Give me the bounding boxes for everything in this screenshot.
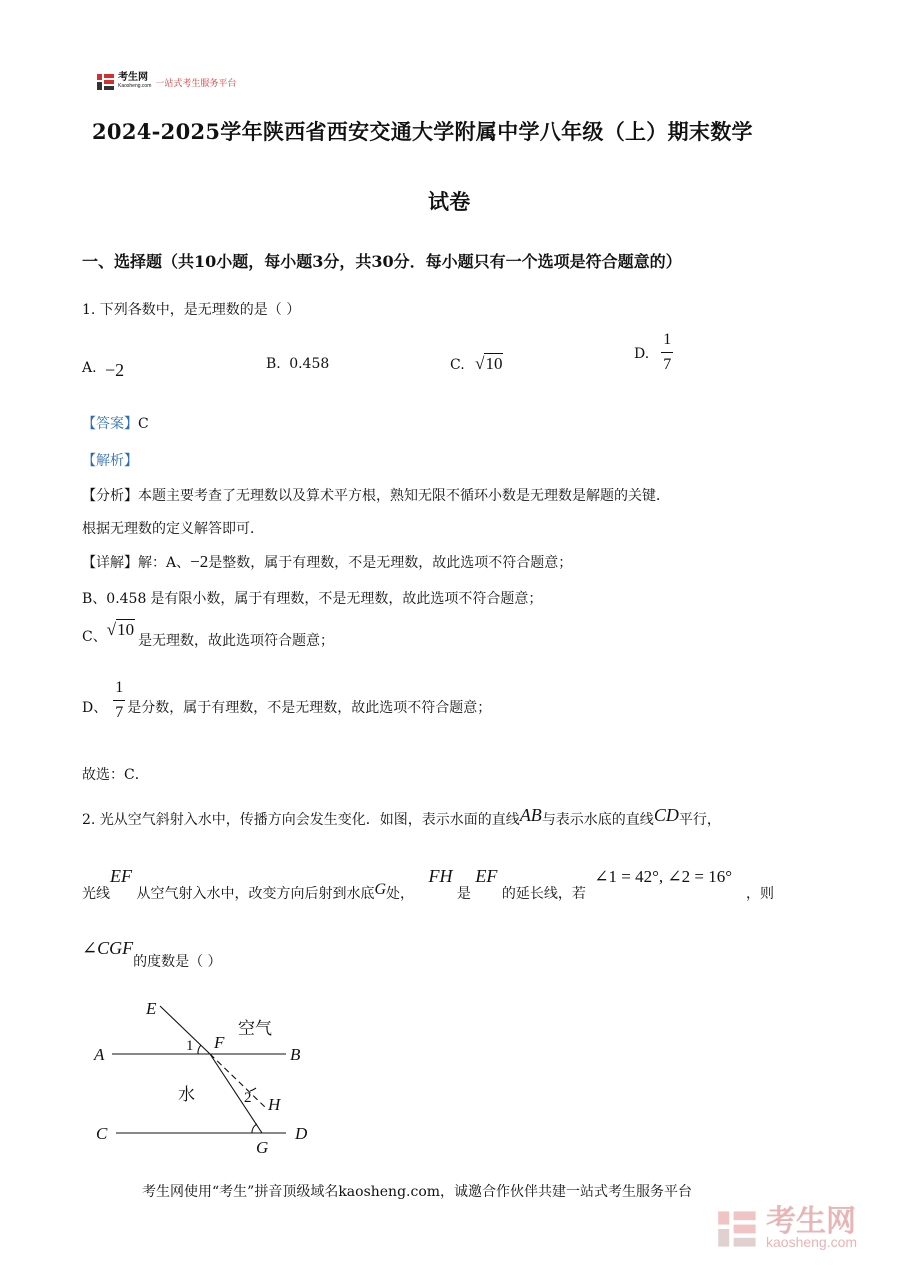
q2-figure: [90, 990, 330, 1160]
fenxi-label: 【分析】: [82, 488, 138, 504]
detail-d-numerator: 1: [115, 679, 124, 696]
label-h: H: [268, 1095, 281, 1114]
page-footer: 考生网使用“考生”拼音顶级域名kaosheng.com，诚邀合作伙伴共建一站式考生服务平台: [142, 1184, 693, 1200]
label-a: A: [94, 1045, 105, 1064]
q2-line1-post: 平行，: [678, 812, 721, 828]
q1-analysis-label: 【解析】: [82, 453, 138, 469]
q2-line2: [82, 866, 775, 902]
dashed-fh: [210, 1054, 266, 1108]
q1-detail-c: [82, 620, 335, 649]
q2-line2-mid3: 的延长线，若: [501, 886, 586, 902]
q2-condition: ∠1 = 42°, ∠2 = 16°: [594, 867, 733, 886]
answer-label: 【答案】: [82, 416, 138, 432]
q2-line3: [82, 938, 222, 970]
detail-b-value: 0.458: [106, 591, 147, 607]
q2-g: G: [374, 881, 387, 898]
detail-d-pre: D、: [82, 699, 108, 716]
detail-b-pre: B、: [82, 591, 107, 607]
option-d-fraction: [661, 331, 673, 374]
detail-a-post: 是整数，属于有理数，不是无理数，故此选项不符合题意；: [208, 555, 573, 571]
q2-ef: EF: [110, 866, 132, 886]
q2-line1-mid: 与表示水底的直线: [541, 812, 654, 828]
label-water: 水: [178, 1085, 195, 1105]
detail-d-fraction: [113, 679, 125, 722]
page-title-line1: 2024-2025学年陕西省西安交通大学附属中学八年级（上）期末数学: [92, 119, 753, 144]
label-angle1: 1: [186, 1038, 194, 1054]
detail-a-value: −2: [190, 552, 209, 571]
watermark-logo-icon: [716, 1207, 760, 1251]
q2-line2-post: ，则: [746, 886, 775, 902]
logo-sub: Kaosheng.com: [118, 83, 152, 89]
option-d-label: D.: [634, 345, 650, 362]
q1-fenxi: [82, 485, 670, 505]
option-d-denominator: 7: [663, 356, 672, 373]
watermark-sub: kaosheng.com: [766, 1234, 858, 1250]
q1-detail-d: [82, 679, 491, 722]
q1-detail-a: [82, 552, 572, 572]
option-c-sqrt: √10: [475, 354, 503, 373]
q1-detail-b: [82, 588, 542, 608]
q1-option-d: [634, 331, 673, 374]
q1-stem: 1. 下列各数中，是无理数的是（ ）: [82, 302, 301, 318]
watermark-text: 考生网: [766, 1205, 856, 1238]
detail-a-pre: 解：A、: [138, 555, 191, 571]
q2-angle-cgf: ∠CGF: [82, 938, 134, 958]
option-c-label: C.: [450, 357, 465, 373]
detail-d-post: 是分数，属于有理数，不是无理数，故此选项不符合题意；: [127, 699, 492, 716]
logo-slogan: 一站式考生服务平台: [155, 78, 237, 89]
detail-label: 【详解】: [82, 555, 138, 571]
fenxi-text: 本题主要考查了无理数以及算术平方根，熟知无限不循环小数是无理数是解题的关键．: [138, 488, 670, 504]
label-f: F: [214, 1033, 225, 1052]
q2-line2-mid: 从空气射入水中，改变方向后射到水底: [136, 886, 375, 902]
option-c-radicand: 10: [485, 354, 503, 373]
label-g: G: [256, 1138, 269, 1157]
angle-g-arc: [252, 1124, 257, 1133]
option-d-numerator: 1: [663, 331, 672, 348]
q2-cd: CD: [653, 805, 679, 825]
detail-c-pre: C、: [82, 629, 107, 645]
q2-line1-pre: 2. 光从空气斜射入水中，传播方向会发生变化．如图，表示水面的直线: [82, 812, 520, 828]
kaosheng-logo-icon: [96, 72, 116, 92]
q2-is: 是: [456, 886, 471, 902]
page-title-line2: 试卷: [428, 189, 471, 214]
ray-ef: [160, 1006, 210, 1054]
label-d: D: [295, 1124, 308, 1143]
detail-c-sqrt: √10: [106, 620, 135, 639]
detail-c-post: 是无理数，故此选项符合题意；: [138, 633, 335, 649]
option-a-value: −2: [105, 360, 125, 380]
option-b-label: B.: [266, 356, 281, 372]
logo-text: 考生网: [118, 72, 148, 83]
q1-option-a: [82, 356, 125, 380]
option-a-label: A.: [82, 360, 97, 376]
label-c: C: [96, 1124, 108, 1143]
segment-fg: [210, 1054, 262, 1133]
q2-line2-pre: 光线: [82, 886, 110, 902]
label-e: E: [146, 999, 157, 1018]
q2-ab: AB: [519, 805, 542, 825]
q1-answer: [82, 413, 149, 433]
q1-fenxi-2: 根据无理数的定义解答即可．: [82, 521, 264, 537]
q2-line1: [82, 805, 721, 829]
detail-b-post: 是有限小数，属于有理数，不是无理数，故此选项不符合题意；: [150, 591, 543, 607]
q2-fh: FH: [428, 866, 453, 886]
label-air: 空气: [238, 1019, 272, 1039]
detail-c-radicand: 10: [117, 620, 135, 639]
angle1-arc: [198, 1045, 201, 1054]
answer-value: C: [138, 416, 149, 432]
section-heading: 一、选择题（共10小题，每小题3分，共30分．每小题只有一个选项是符合题意的）: [82, 252, 682, 271]
detail-d-denominator: 7: [115, 704, 124, 721]
q1-option-b: [266, 356, 329, 372]
option-b-value: 0.458: [289, 356, 330, 372]
q1-conclusion: 故选：C．: [82, 767, 149, 783]
q2-line2-mid2: 处，: [386, 886, 415, 902]
q1-option-c: [450, 354, 503, 374]
watermark: [716, 1207, 857, 1251]
label-b: B: [290, 1045, 301, 1064]
label-angle2: 2: [244, 1090, 252, 1106]
header-logo: [96, 72, 236, 92]
q2-ef-2: EF: [475, 866, 498, 886]
q2-line3-post: 的度数是（ ）: [133, 954, 222, 970]
